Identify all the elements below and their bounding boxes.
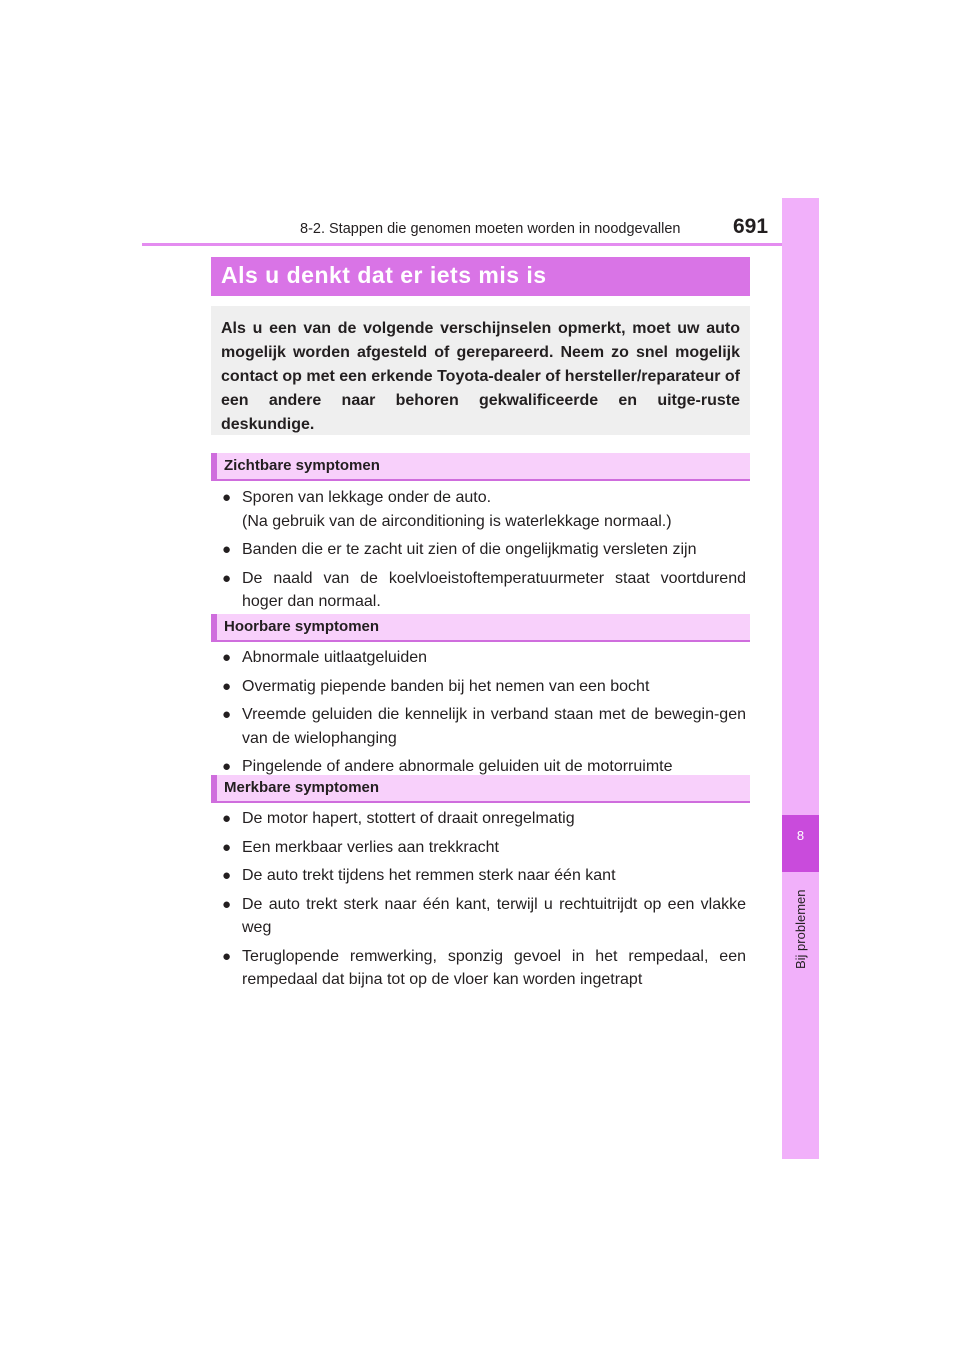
bullet-icon: ● xyxy=(222,541,232,558)
list-item-note xyxy=(222,510,746,534)
page-number: 691 xyxy=(733,215,769,238)
page-title-bar xyxy=(211,257,750,296)
list-item-text: Overmatig piepende banden bij het nemen van een bocht xyxy=(242,677,650,695)
section-heading-label: Merkbare symptomen xyxy=(224,779,380,796)
bullet-icon: ● xyxy=(222,677,232,695)
bullet-icon: ● xyxy=(222,838,232,856)
list-item-text: Abnormale uitlaatgeluiden xyxy=(242,649,428,666)
list-item xyxy=(222,836,746,860)
list-item-text: De motor hapert, stottert of draait onregelmatig xyxy=(242,810,575,827)
section-heading-audible xyxy=(211,614,750,642)
list-item xyxy=(222,486,746,510)
chapter-side-tab xyxy=(782,198,819,1159)
list-item xyxy=(222,893,746,940)
section-accent xyxy=(211,775,217,801)
list-item xyxy=(222,945,746,992)
intro-box xyxy=(211,306,750,435)
list-item-text: Een merkbaar verlies aan trekkracht xyxy=(242,838,499,856)
list-item-text: Teruglopende remwerking, sponzig gevoel in het rempedaal, een rempedaal dat bijna tot op de vloer kan worden ingetrapt xyxy=(242,947,746,988)
list-item xyxy=(222,538,746,562)
bullet-icon: ● xyxy=(222,489,232,506)
bullet-icon: ● xyxy=(222,947,232,965)
chapter-tab-marker xyxy=(782,815,819,872)
list-item xyxy=(222,567,746,614)
list-item xyxy=(222,703,746,750)
list-item-text: Pingelende of andere abnormale geluiden uit de motorruimte xyxy=(242,758,673,775)
page-title: Als u denkt dat er iets mis is xyxy=(221,262,547,288)
audible-symptoms-list xyxy=(222,646,746,784)
list-item xyxy=(222,807,746,831)
list-item xyxy=(222,675,746,699)
header-rule xyxy=(142,243,819,246)
list-item-text: Vreemde geluiden die kennelijk in verband staan met de bewegin-gen van de wielophanging xyxy=(242,706,746,747)
list-item xyxy=(222,646,746,670)
section-heading-visible xyxy=(211,453,750,481)
bullet-icon: ● xyxy=(222,569,232,587)
bullet-icon: ● xyxy=(222,895,232,913)
section-heading-label: Zichtbare symptomen xyxy=(224,457,380,474)
list-item-text: De naald van de koelvloeistoftemperatuurmeter staat voortdurend hoger dan normaal. xyxy=(242,569,746,610)
section-accent xyxy=(211,453,217,479)
list-item-text: Sporen van lekkage onder de auto. xyxy=(242,489,492,506)
list-item-text: (Na gebruik van de airconditioning is waterlekkage normaal.) xyxy=(242,512,672,530)
visible-symptoms-list xyxy=(222,486,746,619)
list-item-text: De auto trekt sterk naar één kant, terwijl u rechtuitrijdt op een vlakke weg xyxy=(242,895,746,936)
chapter-number: 8 xyxy=(796,828,805,843)
list-item-text: Banden die er te zacht uit zien of die ongelijkmatig versleten zijn xyxy=(242,541,697,558)
bullet-icon: ● xyxy=(222,758,232,775)
bullet-icon: ● xyxy=(222,867,232,884)
section-heading-noticeable xyxy=(211,775,750,803)
bullet-icon: ● xyxy=(222,810,232,827)
intro-text: Als u een van de volgende verschijnselen opmerkt, moet uw auto mogelijk worden afgesteld of gerepareerd. Neem zo snel mogelijk contact op met een erkende Toyota-dealer of hersteller/reparateur of een andere naar behoren gekwalificeerde en uitge-ruste deskundige. xyxy=(221,320,740,433)
list-item-text: De auto trekt tijdens het remmen sterk naar één kant xyxy=(242,867,616,884)
bullet-icon: ● xyxy=(222,706,232,723)
running-header: 8-2. Stappen die genomen moeten worden in noodgevallen xyxy=(300,221,681,237)
section-accent xyxy=(211,614,217,640)
noticeable-symptoms-list xyxy=(222,807,746,997)
section-heading-label: Hoorbare symptomen xyxy=(224,618,380,635)
list-item xyxy=(222,864,746,888)
chapter-label: Bij problemen xyxy=(793,889,808,969)
bullet-icon: ● xyxy=(222,649,232,666)
